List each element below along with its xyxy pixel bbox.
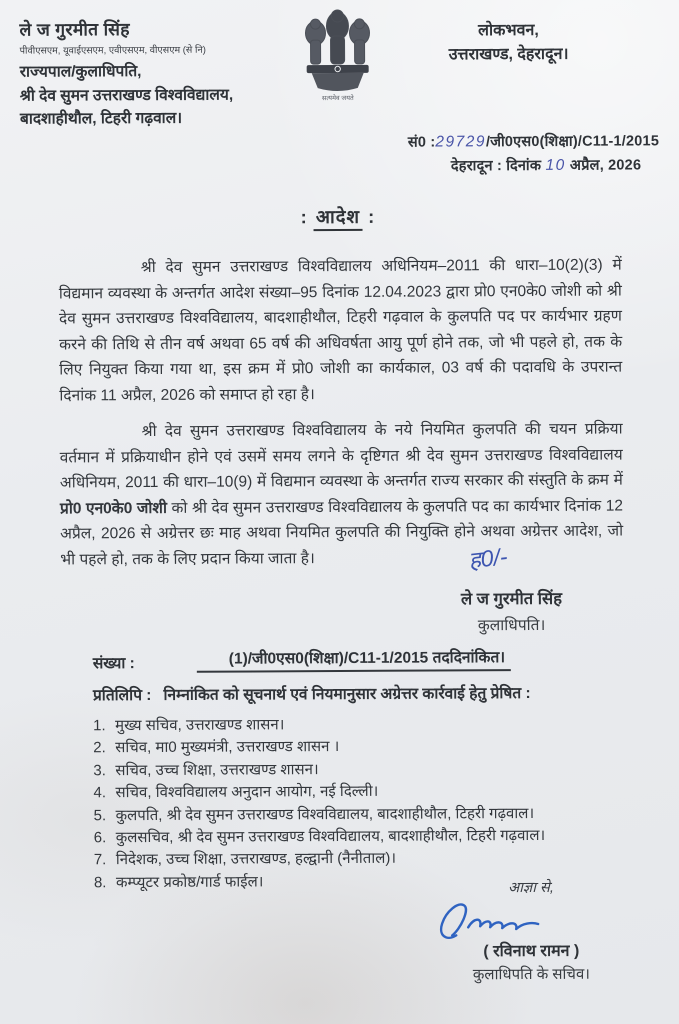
copy-forward-row xyxy=(93,681,624,706)
item-text: कुलसचिव, श्री देव सुमन उत्तराखण्ड विश्वविद्यालय, बादशाहीथौल, टिहरी गढ़वाल। xyxy=(115,826,546,847)
list-item xyxy=(94,847,651,872)
countersign-designation: कुलाधिपति के सचिव। xyxy=(472,965,590,984)
paragraph2-text-after: को श्री देव सुमन उत्तराखण्ड विश्वविद्यालय के कुलपति पद का कार्यभार दिनांक 12 अप्रैल, 2026 से अग्रेत्तर छः माह अथवा नियमित कुलपति की नियुक्ति होने अथवा अग्रेत्तर आदेश, जो भी पहले हो, तक के लिए प्रदान किया जाता है। xyxy=(60,497,624,568)
item-number: 8. xyxy=(93,874,107,892)
title-colon-right: : xyxy=(368,205,376,227)
state-emblem-of-india-icon xyxy=(297,6,378,112)
item-text: कम्प्यूटर प्रकोष्ठ/गार्ड फाईल। xyxy=(115,873,264,892)
office-location: उत्तराखण्ड, देहरादून। xyxy=(448,45,569,63)
title-colon-left: : xyxy=(300,206,308,228)
endorsement-number-value: (1)/जी0एस0(शिक्षा)/C11-1/2015 तददिनांकित। xyxy=(197,645,512,673)
endorsement-number-row xyxy=(93,645,624,674)
order-title xyxy=(0,202,678,231)
item-text: कुलपति, श्री देव सुमन उत्तराखण्ड विश्वविद्यालय, बादशाहीथौल, टिहरी गढ़वाल। xyxy=(115,804,535,824)
item-text: सचिव, मा0 मुख्यमंत्री, उत्तराखण्ड शासन । xyxy=(115,738,340,757)
list-item xyxy=(93,757,650,782)
office-name: लोकभवन, xyxy=(478,21,539,40)
item-text: सचिव, उच्च शिक्षा, उत्तराखण्ड शासन। xyxy=(115,760,319,779)
item-number: 6. xyxy=(93,829,107,847)
item-number: 2. xyxy=(93,739,106,757)
signatory-block xyxy=(398,541,624,636)
governor-designation: राज्यपाल/कुलाधिपति, xyxy=(19,63,142,81)
paragraph2-appointee-name: प्रो0 एन0के0 जोशी xyxy=(59,499,167,517)
reference-number-handwritten: 29729 xyxy=(435,133,486,151)
signatory-name: ले ज गुरमीत सिंह xyxy=(460,589,562,609)
sender-block xyxy=(19,17,233,132)
copy-text: निम्नांकित को सूचनार्थ एवं नियमानुसार अग्रेत्तर कार्रवाई हेतु प्रेषित : xyxy=(163,685,531,704)
item-number: 4. xyxy=(93,784,107,802)
signatory-designation: कुलाधिपति। xyxy=(477,616,546,635)
reference-date-handwritten: 10 xyxy=(545,156,566,174)
item-number: 7. xyxy=(93,851,107,869)
university-location: बादशाहीथौल, टिहरी गढ़वाल। xyxy=(19,109,183,128)
list-item xyxy=(94,802,651,827)
reference-number-prefix: सं0 : xyxy=(407,134,436,151)
university-name: श्री देव सुमन उत्तराखण्ड विश्वविद्यालय, xyxy=(19,86,234,105)
reference-date-suffix: अप्रैल, 2026 xyxy=(569,157,642,174)
copy-label: प्रतिलिपि : xyxy=(92,686,152,705)
list-item xyxy=(94,824,651,849)
order-body xyxy=(59,253,624,584)
item-number: 3. xyxy=(93,762,106,780)
reference-date-prefix: देहरादून : दिनांक xyxy=(450,157,542,175)
list-item xyxy=(93,712,650,737)
paragraph2-text-before: श्री देव सुमन उत्तराखण्ड विश्वविद्यालय के नये नियमित कुलपति की चयन प्रक्रिया वर्तमान में प्रक्रियाधीन होने एवं उसमें समय लगने के दृष्टिगत श्री देव सुमन उत्तराखण्ड विश्वविद्यालय अधिनियम, 2011 की धारा–10(9) में विद्यमान व्यवस्था के अन्तर्गत राज्य सरकार की संस्तुति के क्रम में xyxy=(59,420,623,492)
endorsement-number-label: संख्या : xyxy=(92,655,135,673)
governor-credentials: पीवीएसएम, यूवाईएसएम, एवीएसएम, वीएसएम (से नि) xyxy=(19,44,206,57)
by-order-text: आज्ञा से, xyxy=(508,879,554,897)
emblem-motto: सत्यमेव जयते xyxy=(321,94,354,103)
item-text: निदेशक, उच्च शिक्षा, उत्तराखण्ड, हल्द्वानी (नैनीताल)। xyxy=(115,850,397,869)
handwritten-sd-mark: ह0/- xyxy=(467,543,510,574)
reference-number-line xyxy=(408,130,659,151)
item-number: 5. xyxy=(93,806,107,824)
item-text: मुख्य सचिव, उत्तराखण्ड शासन। xyxy=(115,716,285,735)
countersign-block xyxy=(428,876,635,984)
issuing-office-address xyxy=(395,19,621,67)
list-item xyxy=(93,735,650,760)
title-word: आदेश xyxy=(314,206,362,231)
copy-recipient-list xyxy=(93,712,651,894)
governor-name: ले ज गुरमीत सिंह xyxy=(19,19,130,40)
reference-date-line xyxy=(408,154,659,175)
list-item xyxy=(93,780,650,805)
item-text: सचिव, विश्वविद्यालय अनुदान आयोग, नई दिल्ली। xyxy=(115,783,379,802)
reference-block xyxy=(408,130,659,175)
reference-number-suffix: /जी0एस0(शिक्षा)/C11-1/2015 xyxy=(485,133,660,151)
item-number: 1. xyxy=(93,717,106,735)
body-paragraph-1: श्री देव सुमन उत्तराखण्ड विश्वविद्यालय अधिनियम–2011 की धारा–10(2)(3) में विद्यमान व्यवस्था के अन्तर्गत आदेश संख्या–95 दिनांक 12.04.2023 द्वारा प्रो0 एन0के0 जोशी को श्री देव सुमन उत्तराखण्ड विश्वविद्यालय, बादशाहीथौल, टिहरी गढ़वाल के कुलपति पद पर कार्यभार ग्रहण करने की तिथि से तीन वर्ष अथवा 65 वर्ष की अधिवर्षता आयु पूर्ण होने तक, जो भी पहले हो, तक के लिए नियुक्त किया गया था, इस क्रम में प्रो0 जोशी का कार्यकाल, 03 वर्ष की पदावधि के उपरान्त दिनांक 11 अप्रैल, 2026 को समाप्त हो रहा है। xyxy=(58,256,623,404)
endorsement-block xyxy=(93,645,624,706)
countersign-name: ( रविनाथ रामन ) xyxy=(483,942,580,961)
